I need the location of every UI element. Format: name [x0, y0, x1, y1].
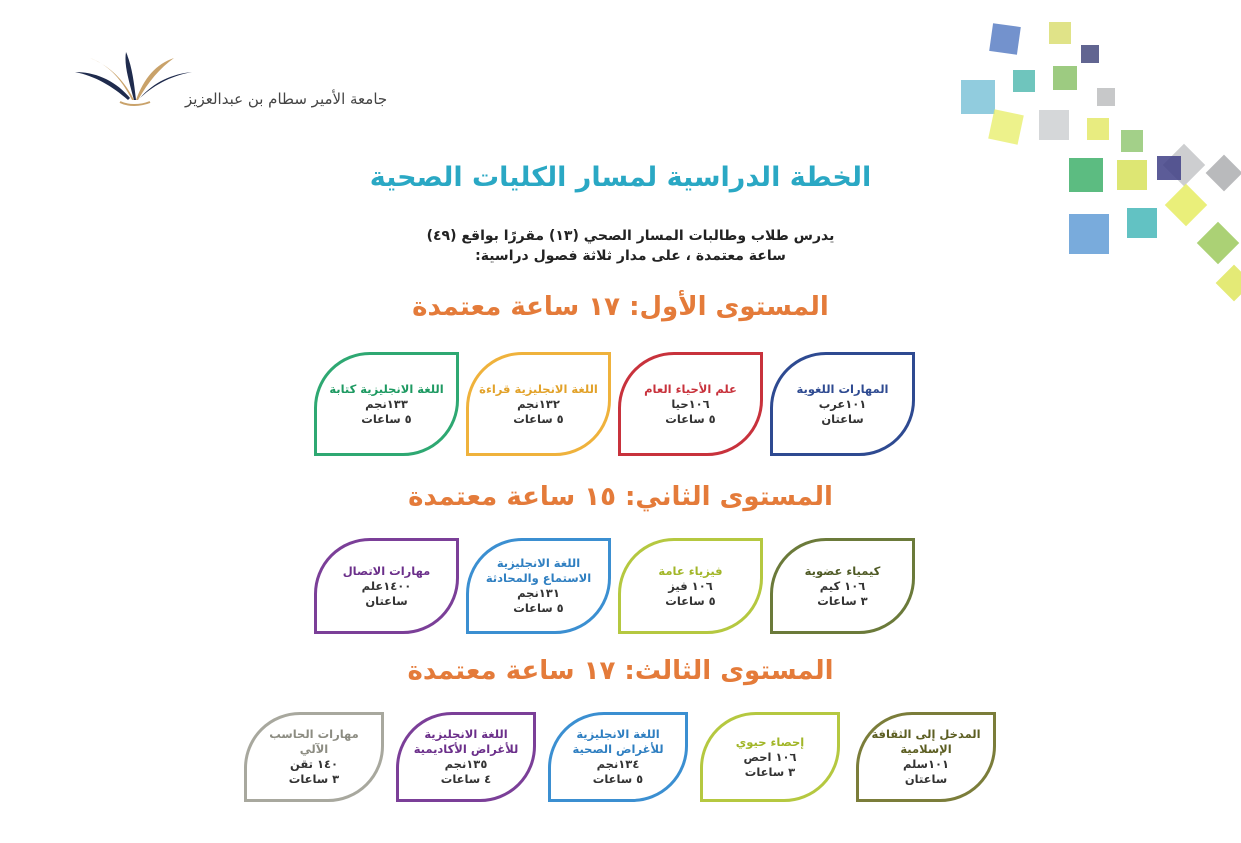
course-card-english-reading: [466, 352, 611, 456]
course-code: ١٠٦ احص: [743, 749, 797, 764]
course-hours: ٥ ساعات: [592, 772, 644, 786]
intro-line-2: ساعة معتمدة ، على مدار ثلاثة فصول دراسية:: [475, 248, 786, 264]
course-card-english-academic-purposes: [396, 712, 536, 802]
course-hours: ٣ ساعات: [817, 593, 868, 608]
course-name: علم الأحياء العام: [644, 381, 737, 396]
course-card-english-writing: [314, 352, 459, 456]
course-name: اللغة الانجليزية للأغراض الصحية: [572, 727, 664, 756]
course-hours: ٥ ساعات: [665, 411, 716, 426]
course-hours: ٣ ساعات: [288, 772, 340, 786]
course-hours: ٥ ساعات: [361, 411, 412, 426]
course-card-linguistic-skills: [770, 352, 915, 456]
course-hours: ساعتان: [365, 593, 408, 608]
intro-line-1: يدرس طلاب وطالبات المسار الصحي (١٣) مقررًا بواقع (٤٩): [426, 228, 835, 244]
level-2-title: المستوى الثاني: ١٥ ساعة معتمدة: [408, 482, 833, 512]
decorative-mosaic: [921, 0, 1241, 320]
course-code: ١٣٤نجم: [596, 757, 640, 771]
course-card-computer-skills: [244, 712, 384, 802]
course-hours: ٥ ساعات: [513, 601, 564, 615]
course-card-english-health-purposes: [548, 712, 688, 802]
course-hours: ساعتان: [904, 772, 948, 786]
university-logo: [70, 50, 450, 120]
course-name: المدخل إلى الثقافة الإسلامية: [871, 727, 981, 756]
course-card-organic-chemistry: [770, 538, 915, 634]
course-code: ١٣٥نجم: [444, 757, 488, 771]
course-code: ١٠١عرب: [818, 396, 867, 411]
course-name: اللغة الانجليزية كتابة: [329, 381, 444, 396]
course-hours: ساعتان: [821, 411, 864, 426]
course-name: مهارات الحاسب الآلي: [269, 727, 359, 756]
course-name: اللغة الانجليزية للأغراض الأكاديمية: [413, 727, 519, 756]
course-code: ١٠٦ فيز: [668, 578, 713, 593]
level-3-title: المستوى الثالث: ١٧ ساعة معتمدة: [407, 656, 834, 686]
course-code: ١٠١سلم: [902, 757, 950, 771]
course-code: ١٠٦حيا: [671, 396, 710, 411]
course-card-english-listening-speaking: [466, 538, 611, 634]
course-hours: ٣ ساعات: [744, 764, 796, 779]
page-title: الخطة الدراسية لمسار الكليات الصحية: [369, 162, 872, 193]
course-name: كيمياء عضوية: [804, 563, 881, 578]
open-book-logo-icon: [70, 50, 200, 110]
level-1-title: المستوى الأول: ١٧ ساعة معتمدة: [412, 292, 829, 322]
course-name: المهارات اللغوية: [796, 381, 889, 396]
course-code: ١٣١نجم: [517, 586, 560, 600]
course-code: ١٤٠ تقن: [290, 757, 339, 771]
course-name: اللغة الانجليزية قراءة: [479, 381, 598, 396]
course-hours: ٥ ساعات: [513, 411, 564, 426]
intro-text: [0, 226, 1241, 266]
course-card-general-physics: [618, 538, 763, 634]
course-hours: ٥ ساعات: [665, 593, 716, 608]
course-card-biostatistics: [700, 712, 840, 802]
course-code: ١٤٠٠علم: [361, 578, 412, 593]
course-code: ١٣٢نجم: [517, 396, 560, 411]
course-card-islamic-culture: [856, 712, 996, 802]
course-hours: ٤ ساعات: [440, 772, 492, 786]
course-card-communication-skills: [314, 538, 459, 634]
university-name: جامعة الأمير سطام بن عبدالعزيز: [185, 90, 388, 108]
course-code: ١٣٣نجم: [365, 396, 408, 411]
course-name: مهارات الاتصال: [342, 563, 431, 578]
course-card-general-biology: [618, 352, 763, 456]
course-code: ١٠٦ كيم: [819, 578, 866, 593]
course-name: فيزياء عامة: [658, 563, 723, 578]
course-name: اللغة الانجليزية الاستماع والمحادثة: [485, 556, 592, 585]
course-name: إحصاء حيوي: [735, 734, 805, 749]
